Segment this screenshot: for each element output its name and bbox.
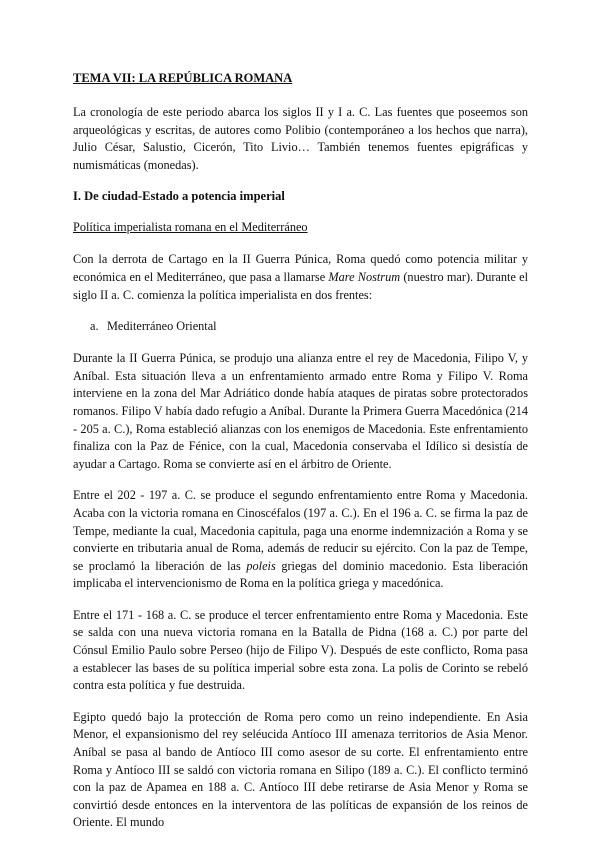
list-item [90, 318, 528, 334]
paragraph-1-text-b: (nuestro mar). Durante el siglo II a. C. comienza la política imperialista en dos frentes: [73, 269, 528, 302]
paragraph-3-text-b: griegas del dominio macedonio. Esta liberación implicaba el intervencionismo de Roma en la política griega y macedónica. [73, 558, 529, 591]
list-marker: a. [90, 319, 99, 334]
paragraph-3-emphasis: poleis [246, 558, 276, 573]
paragraph-5: Egipto quedó bajo la protección de Roma pero como un reino independiente. En Asia Menor, el expansionismo del rey seléucida Antíoco III amenaza territorios de Asia Menor. Aníbal se pasa al bando de Antíoco III como asesor de su corte. El enfrentamiento entre Roma y Antíoco III se saldó con victoria romana en Silipo (189 a. C.). El conflicto terminó con la paz de Apamea en 188 a. C. Antíoco III debe retirarse de Asia Menor y Roma se convirtió desde entonces en la interventora de las políticas de expansión de los reinos de Oriente. El mundo [73, 709, 528, 830]
subheading: Política imperialista romana en el Mediterráneo [73, 220, 308, 235]
paragraph-3-text-a: Entre el 202 - 197 a. C. se produce el segundo enfrentamiento entre Roma y Macedonia. Acaba con la victoria romana en Cinoscéfalos (197 a. C.). En el 196 a. C. se firma la paz de Tempe, mediante la cual, Macedonia capitula, paga una enorme indemnización a Roma y se convierte en tributaria anual de Roma, además de reducir su ejército. Con la paz de Tempe, se proclamó la liberación de las [73, 488, 528, 573]
section-heading: I. De ciudad-Estado a potencia imperial [73, 189, 285, 204]
paragraph-1 [73, 251, 528, 304]
paragraph-4: Entre el 171 - 168 a. C. se produce el tercer enfrentamiento entre Roma y Macedonia. Este se salda con una nueva victoria romana en la Batalla de Pidna (168 a. C.) por parte del Cónsul Emilio Paulo sobre Perseo (hijo de Filipo V). Después de este conflicto, Roma pasa a establecer las bases de su política imperial sobre esta zona. La polis de Corinto se rebeló contra esta política y fue destruida. [73, 607, 528, 693]
list-item-label: Mediterráneo Oriental [107, 319, 217, 334]
page-title: TEMA VII: LA REPÚBLICA ROMANA [73, 71, 293, 85]
paragraph-2: Durante la II Guerra Púnica, se produjo una alianza entre el rey de Macedonia, Filipo V, y Aníbal. Esta situación lleva a un enfrentamiento armado entre Roma y Filipo V. Roma interviene en la zona del Mar Adriático donde había ataques de piratas sobre protectorados romanos. Filipo V había dado refugio a Aníbal. Durante la Primera Guerra Macedónica (214 - 205 a. C.), Roma estableció alianzas con los enemigos de Macedonia. Este enfrentamiento finaliza con la Paz de Fénice, con la cual, Macedonia conservaba el Idílico si desistía de ayudar a Cartago. Roma se convierte así en el árbitro de Oriente. [73, 351, 528, 471]
paragraph-3 [73, 487, 528, 593]
paragraph-1-text-a: Con la derrota de Cartago en la II Guerra Púnica, Roma quedó como potencia militar y económica en el Mediterráneo, que pasa a llamarse [73, 252, 528, 284]
paragraph-1-emphasis: Mare Nostrum [328, 269, 401, 284]
intro-paragraph: La cronología de este periodo abarca los siglos II y I a. C. Las fuentes que poseemos son arqueológicas y escritas, de autores como Polibio (contemporáneo a los hechos que narra), Julio César, Salustio, Cicerón, Tito Livio… También tenemos fuentes epigráficas y numismáticas (monedas). [73, 105, 528, 172]
